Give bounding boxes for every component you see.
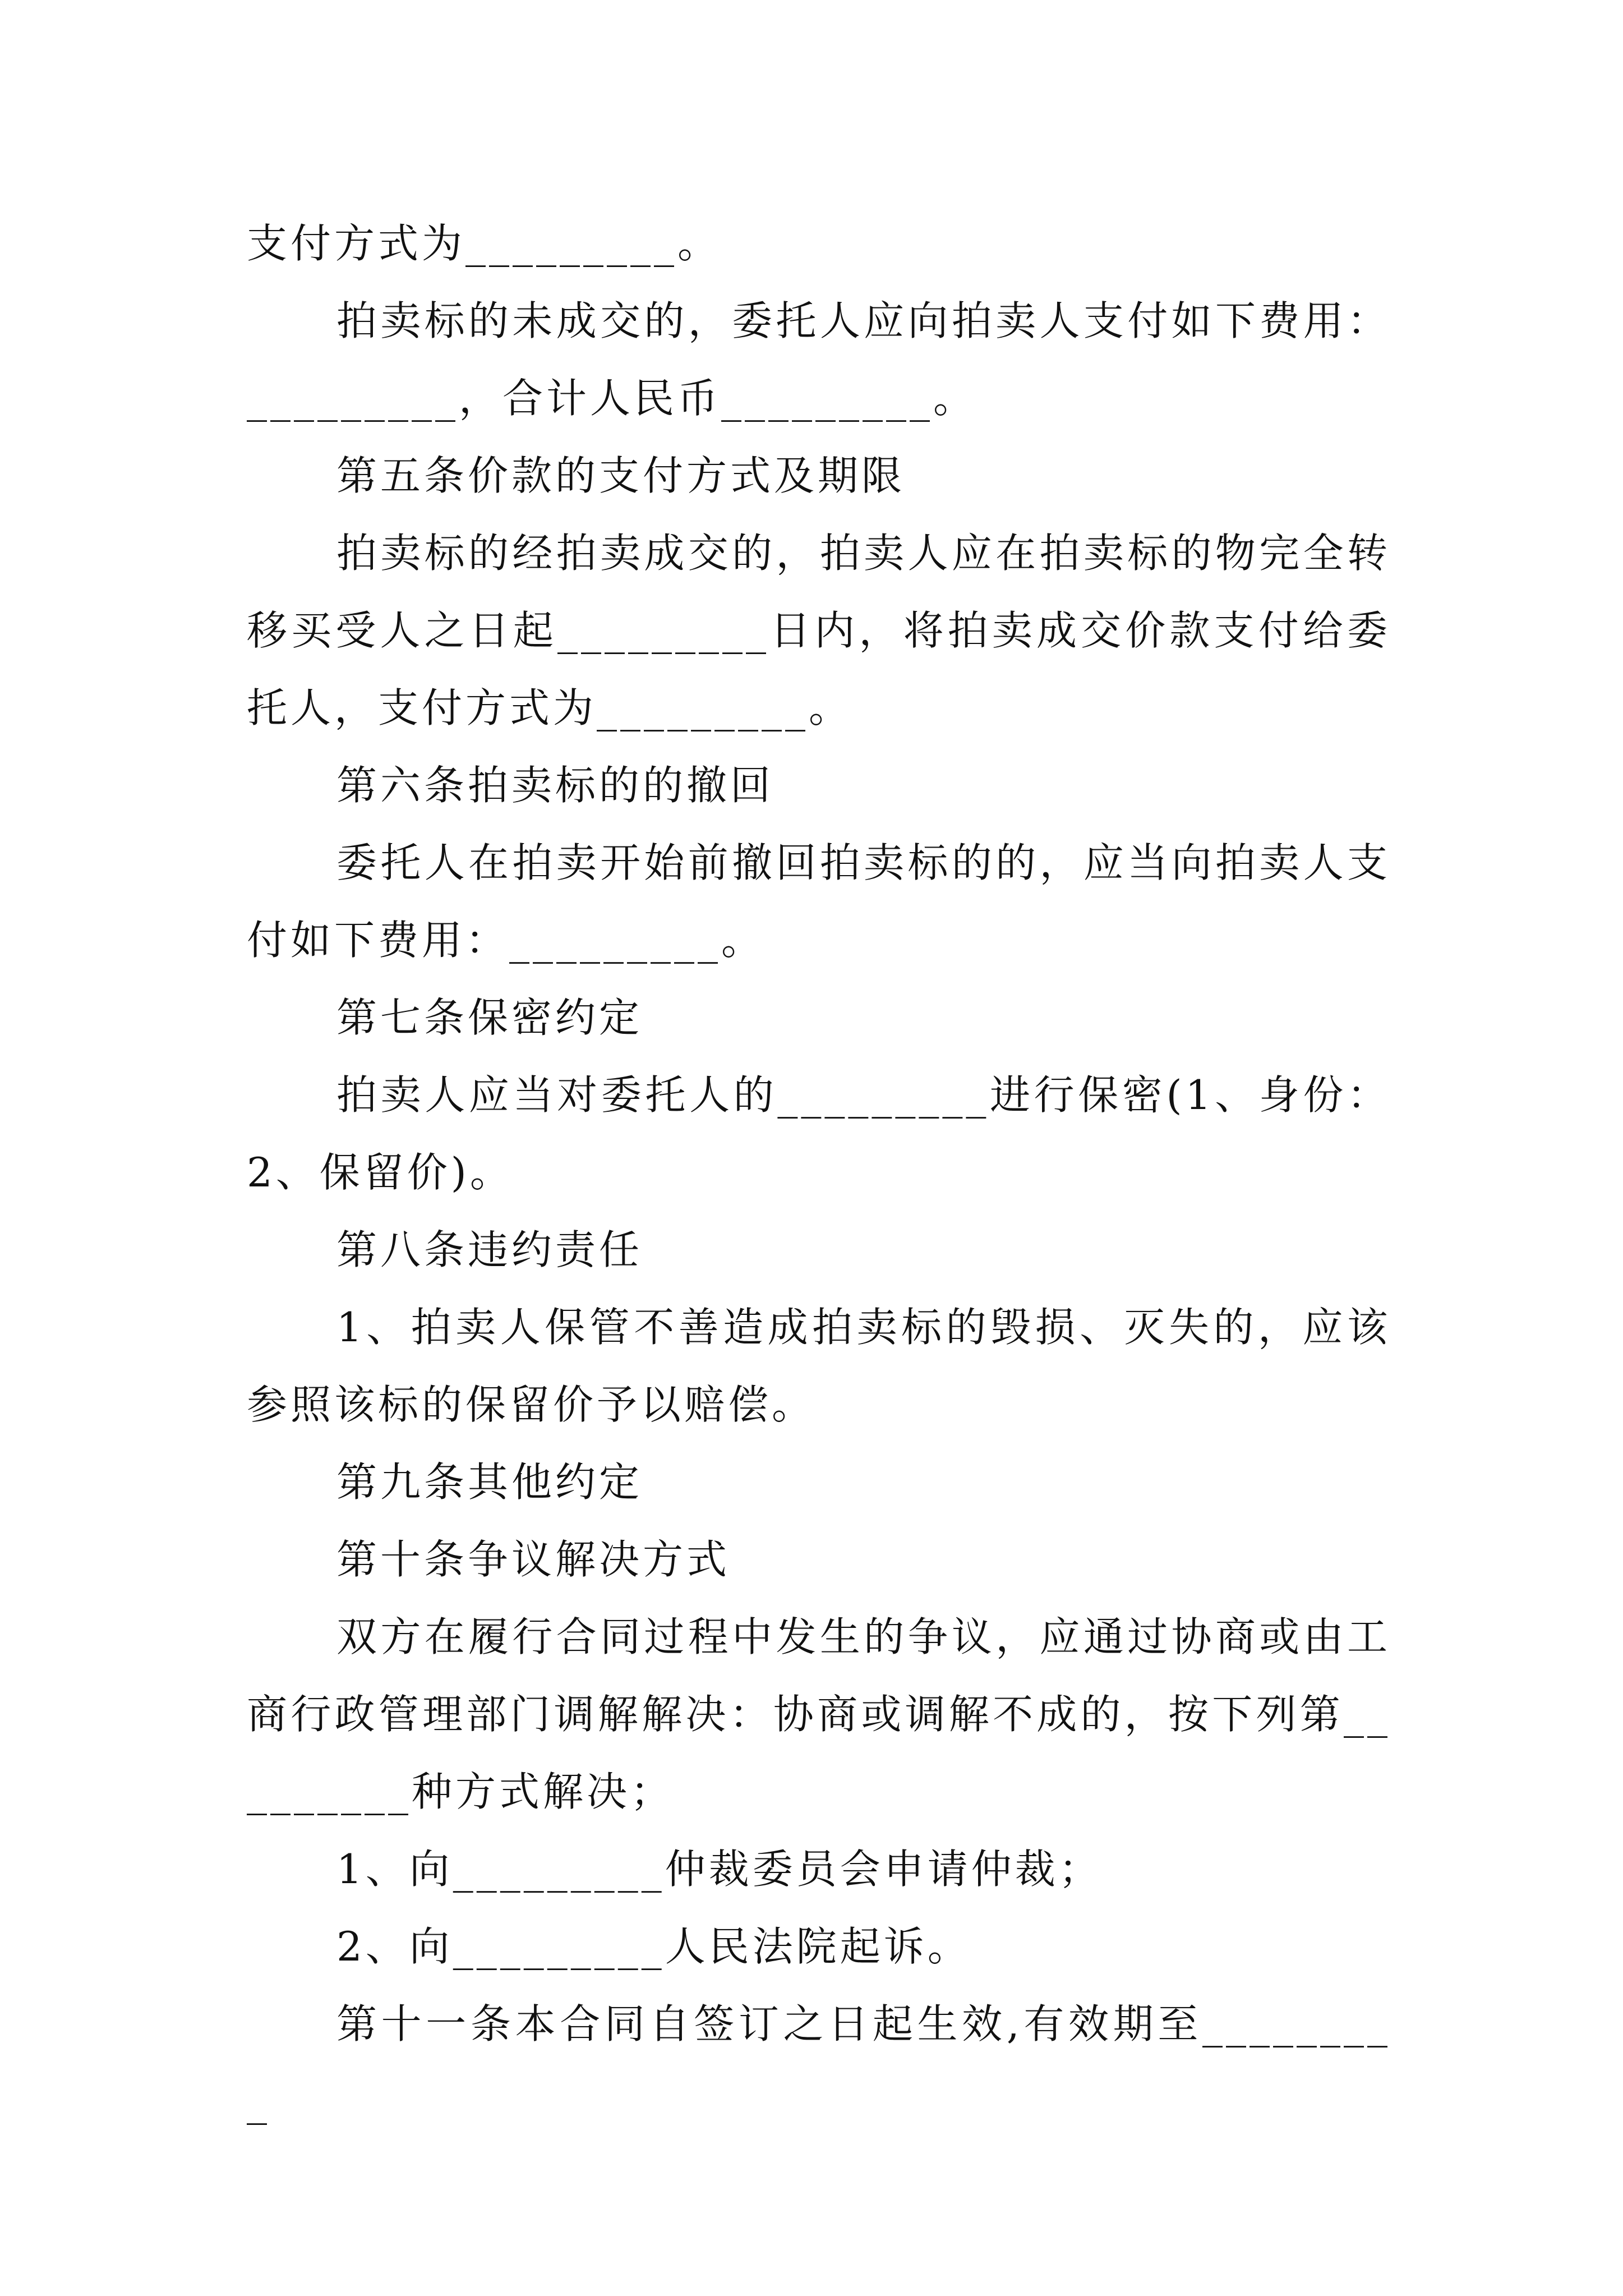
heading-article-7: 第七条保密约定 (336, 994, 643, 1041)
paragraph-liability: 1、拍卖人保管不善造成拍卖标的毁损、灭失的，应该参照该标的保留价予以赔偿。 (247, 1304, 1391, 1428)
paragraph-payment-method: 支付方式为_________。 (247, 220, 722, 267)
heading-article-9: 第九条其他约定 (336, 1458, 643, 1506)
paragraph-unsold-fees: 拍卖标的未成交的，委托人应向拍卖人支付如下费用：_________，合计人民币_________。 (247, 297, 1391, 422)
paragraph-litigation: 2、向_________人民法院起诉。 (336, 1923, 971, 1970)
paragraph-confidentiality: 拍卖人应当对委托人的_________进行保密(1、身份：2、保留价)。 (247, 1071, 1391, 1196)
heading-article-6: 第六条拍卖标的的撤回 (336, 762, 774, 809)
heading-article-11: 第十一条本合同自签订之日起生效,有效期至_________ (247, 2000, 1391, 2125)
paragraph-withdrawal-fees: 委托人在拍卖开始前撤回拍卖标的的，应当向拍卖人支付如下费用：_________。 (247, 839, 1391, 964)
document-body (247, 205, 1391, 2140)
heading-article-10: 第十条争议解决方式 (336, 1536, 731, 1583)
paragraph-dispute: 双方在履行合同过程中发生的争议，应通过协商或由工商行政管理部门调解解决：协商或调解不成的，按下列第_________种方式解决； (247, 1613, 1391, 1815)
heading-article-8: 第八条违约责任 (336, 1226, 643, 1273)
paragraph-sale-proceeds: 拍卖标的经拍卖成交的，拍卖人应在拍卖标的物完全转移买受人之日起_________日内，将拍卖成交价款支付给委托人，支付方式为_________。 (247, 530, 1391, 731)
paragraph-arbitration: 1、向_________仲裁委员会申请仲裁； (336, 1846, 1103, 1893)
heading-article-5: 第五条价款的支付方式及期限 (336, 452, 906, 499)
